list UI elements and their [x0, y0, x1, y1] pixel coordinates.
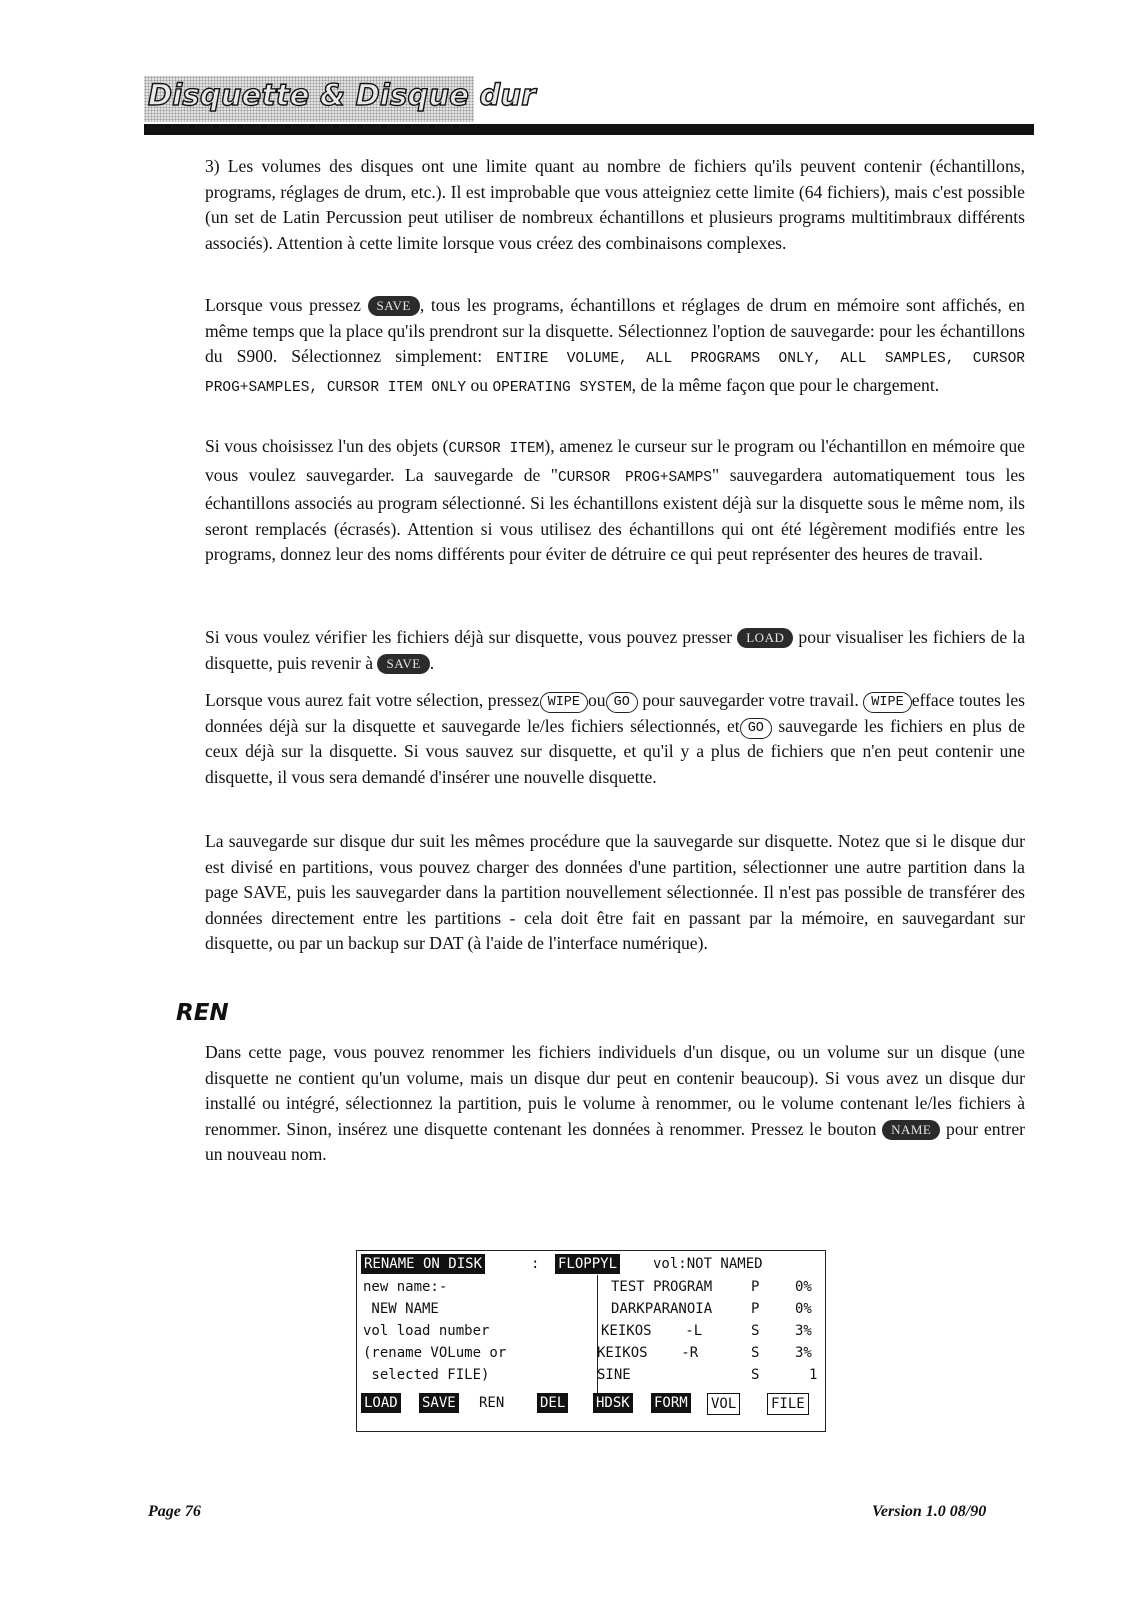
footer-page-number: Page 76	[148, 1503, 201, 1520]
lcd-file-type: S	[751, 1345, 760, 1361]
option-operating-system: OPERATING SYSTEM	[492, 379, 632, 396]
save-key: SAVE	[368, 296, 420, 316]
go-key: GO	[606, 692, 638, 713]
text: pour sauvegarder votre travail.	[637, 690, 864, 710]
lcd-left-line: NEW NAME	[363, 1301, 439, 1317]
paragraph-wipe-go	[205, 688, 1025, 790]
lcd-menu-form[interactable]: FORM	[651, 1393, 691, 1413]
lcd-file-name[interactable]: KEIKOS -R	[597, 1345, 699, 1361]
text: ), amenez le curseur sur le program ou l'échantillon en mémoire que vous voulez sauvegarder. La sauvegarde de "	[205, 436, 1025, 485]
section-title-ren: REN	[176, 1000, 229, 1026]
lcd-drive: FLOPPYL	[555, 1254, 620, 1274]
wipe-key: WIPE	[540, 692, 588, 713]
paragraph-hard-disk-save: La sauvegarde sur disque dur suit les mêmes procédure que la sauvegarde sur disquette. Notez que si le disque dur est divisé en partitions, vous pouvez charger des données d'une partition, sélectionner une autre partition dans la page SAVE, puis les sauvegarder dans la partition nouvellement sélectionnée. Il n'est pas possible de transférer des données directement entre les partitions - cela doit être fait en passant par la mémoire, en sauvegardant sur disquette, ou par un backup sur DAT (à l'aide de l'interface numérique).	[205, 831, 1025, 954]
text: Dans cette page, vous pouvez renommer les fichiers individuels d'un disque, ou un volume sur un disque (une disquette ne contient qu'un volume, mais un disque dur peut en contenir beaucoup). Si vous avez un disque dur installé ou intégré, sélectionnez la partition, puis le volume à renommer, ou le volume contenant le/les fichiers à renommer. Sinon, insérez une disquette contenant les données à renommer. Pressez le bouton	[205, 1042, 1025, 1139]
lcd-screen	[356, 1250, 826, 1432]
option-cursor-item: CURSOR ITEM	[448, 441, 545, 457]
text: .	[429, 652, 435, 673]
lcd-colon: :	[531, 1256, 540, 1272]
text: ou	[466, 374, 493, 395]
lcd-left-line: (rename VOLume or	[363, 1345, 507, 1361]
lcd-file-type: S	[751, 1323, 760, 1339]
lcd-file-name[interactable]: SINE	[597, 1367, 631, 1383]
header-rule	[144, 124, 1034, 135]
lcd-menu-del[interactable]: DEL	[537, 1393, 568, 1413]
lcd-menu-vol[interactable]: VOL	[707, 1393, 740, 1415]
text: pour visualiser les fichiers de la disquette, puis revenir à	[205, 627, 1026, 673]
lcd-file-name[interactable]: TEST PROGRAM	[611, 1279, 713, 1295]
lcd-file-size: 1	[809, 1367, 818, 1383]
lcd-file-size: 3%	[795, 1323, 812, 1339]
paragraph-rename	[205, 1040, 1025, 1168]
lcd-file-name[interactable]: KEIKOS -L	[601, 1323, 703, 1339]
go-key: GO	[740, 718, 772, 739]
text: Si vous choisissez l'un des objets (	[205, 436, 449, 456]
lcd-menu-save[interactable]: SAVE	[419, 1393, 459, 1413]
lcd-file-size: 0%	[795, 1279, 812, 1295]
text: , de la même façon que pour le chargement.	[631, 374, 940, 395]
lcd-file-size: 0%	[795, 1301, 812, 1317]
text: ou	[588, 690, 606, 710]
text: , tous les programs, échantillons et réglages de drum en mémoire sont affichés, en même temps que la place qu'ils prendront sur la disquette. Sélectionnez l'option de sauvegarde: pour les échantillons du S900. Sélectionnez simplement:	[205, 295, 1025, 367]
lcd-divider	[597, 1275, 598, 1405]
text: " sauvegardera automatiquement tous les échantillons associés au program sélectionné. Si les échantillons existent déjà sur la disquette sous le même nom, ils seront remplacés (écrasés). Attention si vous utilisez des échantillons qui ont été légèrement modifiés entre les programs, donnez leur des noms différents pour éviter de détruire ce qui peut représenter des heures de travail.	[205, 464, 1025, 565]
save-options-list: ENTIRE VOLUME, ALL PROGRAMS ONLY, ALL SAMPLES, CURSOR PROG+SAMPLES, CURSOR ITEM ONLY	[205, 351, 1025, 396]
text: efface toutes les données déjà sur la disquette et sauvegarde le/les fichiers sélectionnés, et	[205, 690, 1025, 736]
wipe-key: WIPE	[863, 692, 911, 713]
paragraph-save-options	[205, 293, 1025, 401]
lcd-file-type: P	[751, 1301, 760, 1317]
text: Lorsque vous aurez fait votre sélection, pressez	[205, 690, 540, 710]
footer-version: Version 1.0 08/90	[872, 1503, 987, 1520]
lcd-menu-ren[interactable]: REN	[479, 1395, 505, 1411]
paragraph-volume-limits: 3) Les volumes des disques ont une limite quant au nombre de fichiers qu'ils peuvent contenir (échantillons, programs, réglages de drum, etc.). Il est improbable que vous atteigniez cette limite (64 fichiers), mais c'est possible (un set de Latin Percussion peut utiliser de nombreux échantillons et plusieurs programs multitimbraux différents associés). Attention à cette limite lorsque vous créez des combinaisons complexes.	[205, 156, 1025, 253]
option-cursor-prog-samps: CURSOR PROG+SAMPS	[557, 469, 713, 486]
text: pour entrer un nouveau nom.	[205, 1118, 1025, 1165]
lcd-page-title: RENAME ON DISK	[361, 1254, 485, 1274]
lcd-left-line: selected FILE)	[363, 1367, 490, 1383]
lcd-volume-name: vol:NOT NAMED	[653, 1256, 763, 1272]
lcd-file-size: 3%	[795, 1345, 812, 1361]
lcd-file-name[interactable]: DARKPARANOIA	[611, 1301, 713, 1317]
paragraph-cursor-item	[205, 434, 1025, 568]
name-key: NAME	[882, 1120, 940, 1140]
text: Si vous voulez vérifier les fichiers déjà sur disquette, vous pouvez presser	[205, 627, 738, 647]
lcd-file-type: P	[751, 1279, 760, 1295]
lcd-menu-load[interactable]: LOAD	[361, 1393, 401, 1413]
lcd-left-line: new name:-	[363, 1279, 448, 1295]
lcd-left-line: vol load number	[363, 1323, 490, 1339]
lcd-menu-hdsk[interactable]: HDSK	[593, 1393, 633, 1413]
paragraph-verify-files	[205, 625, 1025, 676]
lcd-menu-file[interactable]: FILE	[767, 1393, 809, 1415]
text: sauvegarde les fichiers en plus de ceux déjà sur la disquette. Si vous sauvez sur disquette, et qu'il y a plus de fichiers que n'en peut contenir une disquette, il vous sera demandé d'insérer une nouvelle disquette.	[205, 715, 1026, 787]
load-key: LOAD	[737, 628, 793, 648]
text: Lorsque vous pressez	[205, 295, 368, 315]
lcd-file-type: S	[751, 1367, 760, 1383]
save-key: SAVE	[377, 654, 429, 674]
page-header-title: Disquette & Disque dur	[148, 78, 536, 112]
